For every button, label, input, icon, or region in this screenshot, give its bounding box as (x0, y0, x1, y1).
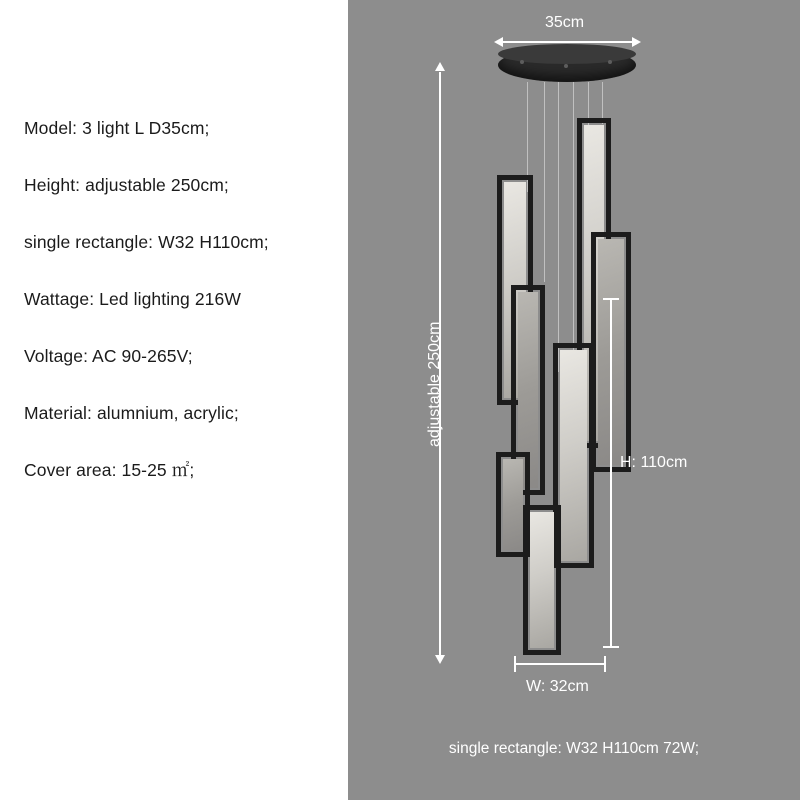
top-dimension-label: 35cm (545, 14, 585, 31)
height-dimension-label: H: 110cm (620, 454, 688, 471)
vertical-dimension-label: adjustable 250cm (426, 321, 443, 447)
spec-line-voltage: Voltage: AC 90-265V; (24, 346, 193, 366)
light-bar-7 (523, 505, 561, 655)
top-dimension-arrow-right-icon (632, 37, 641, 47)
width-dimension-tick-right (604, 656, 606, 672)
canopy-screw-icon (520, 60, 524, 64)
top-dimension-arrow-left-icon (494, 37, 503, 47)
spec-line-single-rectangle: single rectangle: W32 H110cm; (24, 232, 269, 252)
vertical-dimension-arrow-down-icon (435, 655, 445, 664)
spec-line-model: Model: 3 light L D35cm; (24, 118, 210, 138)
spec-line-height: Height: adjustable 250cm; (24, 175, 229, 195)
top-dimension-line (502, 41, 632, 43)
diagram-caption: single rectangle: W32 H110cm 72W; (448, 740, 700, 757)
width-dimension-tick-left (514, 656, 516, 672)
suspension-wire (558, 82, 559, 372)
spec-line-material: Material: alumnium, acrylic; (24, 403, 239, 423)
vertical-dimension-arrow-up-icon (435, 62, 445, 71)
ceiling-canopy-top (498, 44, 636, 64)
canopy-screw-icon (608, 60, 612, 64)
width-dimension-label: W: 32cm (526, 678, 589, 695)
width-dimension-line (514, 663, 606, 665)
specification-panel (0, 0, 348, 800)
spec-line-wattage: Wattage: Led lighting 216W (24, 289, 241, 309)
suspension-wire (544, 82, 545, 282)
product-image-panel (348, 0, 800, 800)
height-dimension-tick-bottom (603, 646, 619, 648)
canopy-screw-icon (564, 64, 568, 68)
spec-line-cover-area: Cover area: 15-25 ㎡; (24, 460, 195, 480)
height-dimension-tick-top (603, 298, 619, 300)
height-dimension-line (610, 298, 612, 648)
